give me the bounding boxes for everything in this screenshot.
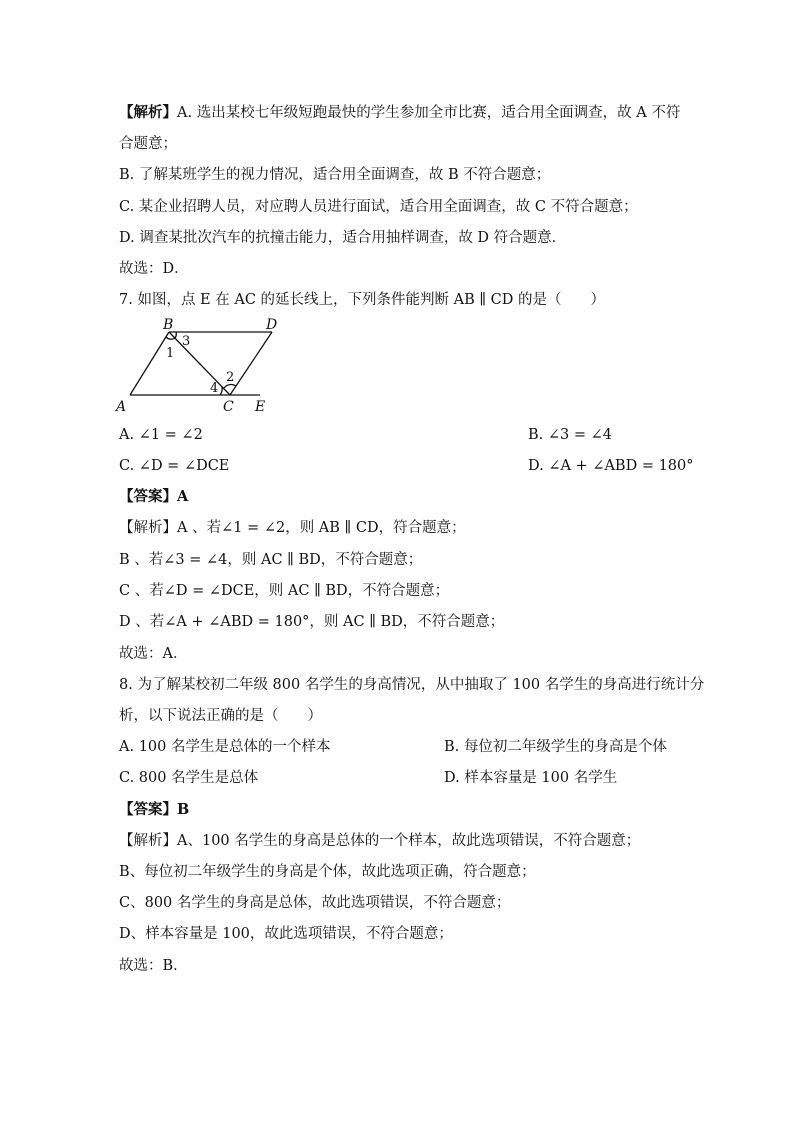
- q7-stem: 7. 如图，点 E 在 AC 的延长线上，下列条件能判断 AB ∥ CD 的是（ ）: [119, 292, 606, 308]
- q8-stem-line2: 析，以下说法正确的是（ ）: [119, 708, 322, 724]
- q8-stem-line1: 8. 为了解某校初二年级 800 名学生的身高情况，从中抽取了 100 名学生的身高进行统计分: [119, 677, 705, 693]
- angle-label-1: 1: [166, 346, 175, 361]
- q7-analysis-line2: B 、若∠3 = ∠4，则 AC ∥ BD，不符合题意；: [119, 552, 423, 568]
- q7-analysis-line4: D 、若∠A + ∠ABD = 180°，则 AC ∥ BD，不符合题意；: [119, 614, 505, 630]
- q7-option-c: C. ∠D = ∠DCE: [119, 458, 230, 474]
- q8-answer: 【答案】B: [119, 801, 190, 818]
- q7-analysis-line1: 【解析】A 、若∠1 = ∠2，则 AB ∥ CD，符合题意；: [119, 520, 466, 536]
- angle-arc-2: [224, 385, 236, 388]
- q7-option-b: B. ∠3 = ∠4: [528, 427, 612, 443]
- point-label-A: A: [116, 399, 127, 415]
- q6-conclusion: 故选：D．: [119, 261, 189, 277]
- point-label-C: C: [223, 399, 234, 415]
- q7-figure: [112, 316, 302, 416]
- angle-arc-4: [220, 387, 222, 395]
- q6-analysis-line4: C. 某企业招聘人员，对应聘人员进行面试，适合用全面调查，故 C 不符合题意；: [119, 199, 638, 215]
- figure-lines: [130, 332, 272, 395]
- point-label-D: D: [266, 317, 278, 333]
- angle-label-4: 4: [210, 381, 219, 396]
- q8-analysis-line3: C、800 名学生的身高是总体，故此选项错误，不符合题意；: [119, 895, 511, 911]
- segment-BC: [169, 332, 230, 395]
- q7-conclusion: 故选：A．: [119, 646, 188, 662]
- q8-analysis-line2: B、每位初二年级学生的身高是个体，故此选项正确，符合题意；: [119, 864, 536, 880]
- angle-arc-3: [175, 332, 176, 338]
- analysis-label: 【解析】: [119, 104, 177, 121]
- q6-analysis-line2: 合题意；: [119, 136, 177, 152]
- q6-analysis-line3: B. 了解某班学生的视力情况，适合用全面调查，故 B 不符合题意；: [119, 167, 551, 183]
- angle-label-3: 3: [182, 334, 191, 349]
- segment-AB: [130, 332, 169, 395]
- q8-option-c: C. 800 名学生是总体: [119, 770, 259, 786]
- segment-DC: [230, 332, 272, 395]
- q7-option-a: A. ∠1 = ∠2: [119, 427, 203, 443]
- q6-analysis-line5: D. 调查某批次汽车的抗撞击能力，适合用抽样调查，故 D 符合题意．: [119, 230, 567, 246]
- angle-label-2: 2: [226, 370, 235, 385]
- q8-analysis-line4: D、样本容量是 100，故此选项错误，不符合题意；: [119, 926, 453, 942]
- q8-option-a: A. 100 名学生是总体的一个样本: [119, 739, 331, 755]
- q7-answer: 【答案】A: [119, 488, 189, 505]
- point-label-B: B: [163, 317, 174, 333]
- q8-option-b: B. 每位初二年级学生的身高是个体: [444, 739, 667, 755]
- q8-analysis-line1: 【解析】A、100 名学生的身高是总体的一个样本，故此选项错误，不符合题意；: [119, 833, 641, 849]
- q7-option-d: D. ∠A + ∠ABD = 180°: [528, 458, 694, 474]
- point-label-E: E: [255, 399, 266, 415]
- q7-analysis-line3: C 、若∠D = ∠DCE，则 AC ∥ BD，不符合题意；: [119, 583, 450, 599]
- q8-conclusion: 故选：B．: [119, 958, 188, 974]
- q8-option-d: D. 样本容量是 100 名学生: [444, 770, 618, 786]
- q6-analysis-line1: 【解析】A. 选出某校七年级短跑最快的学生参加全市比赛，适合用全面调查，故 A 不符: [119, 104, 681, 121]
